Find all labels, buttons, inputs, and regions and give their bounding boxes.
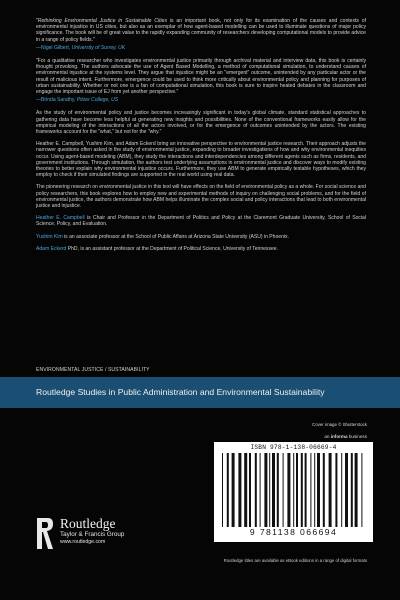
description-paragraph-1: As the study of environmental policy and justice becomes increasingly significant in today's global climate, standard statistical approaches to gathering data have become less helpful at generating new insights and possibilities. None of the conventional frameworks easily allow for the empirical modeling of the interactions of all the actors involved, or for the emergence of outcomes unintended by the actors. The existing frameworks account for the "what," but not for the "why." xyxy=(36,110,366,136)
ebook-footnote: Routledge titles are available as eBook editions in a range of digital formats xyxy=(223,558,367,563)
cover-image-credit: Cover image © Shutterstock xyxy=(312,422,367,427)
description-paragraph-2: Heather E. Campbell, Yushim Kim, and Adam Eckerd bring an innovative perspective to environmental justice research. Their approach adjusts the narrower questions often asked in the study of environmental justice, expanding to broader investigations of how and why environmental inequities occur. Using agent-based modeling (ABM), they study the interactions and interdependencies among different agents such as firms, residents, and government institutions. Through simulation, the authors test underlying assumptions in environmental justice and discover ways to modify existing theories to better explain why environmental injustice occurs. Furthermore, they use ABM to generate empirically testable hypotheses, which they employ to check if their simulated findings are supported in the real world using real data. xyxy=(36,141,366,179)
description-paragraph-3: The pioneering research on environmental justice in this text will have effects on the field of environmental policy as a whole. For social science and policy researchers, this book explores how to employ new and experimental methods of inquiry on challenging social problems, and for the field of environmental justice, the authors demonstrate how ABM helps illuminate the complex social and policy interactions that lead to both environmental justice and injustice. xyxy=(36,184,366,210)
author-bio-1: Heather E. Campbell is Chair and Professor in the Department of Politics and Policy at the Claremont Graduate University, School of Social Science, Policy, and Evaluation. xyxy=(36,215,366,228)
review-quote-2: "For a qualitative researcher who investigates environmental justice primarily through archival material and interview data, this book is certainly thought provoking. The authors advocate the use of Agent Based Modelling, a method of computational simulation, to understand causes of environmental injustice at the systems level. They argue that injustice might be an "emergent" outcome, unintended by any particular actor or the result of malicious intent. Furthermore, emergence could be used to think more critically about environmental policy and planning for purposes of urban sustainability. Whether or not one is a fan of computational simulation, this book is sure to inspire heated debates in the classroom and engage the important issue of EJ from yet another perspective." xyxy=(36,58,366,96)
author-bio-3: Adam Eckerd PhD, is an assistant professor at the Department of Political Science, University of Tennessee. xyxy=(36,245,278,252)
informa-business-tag: an informa business xyxy=(324,434,367,439)
author-bio-2: Yushim Kim is an associate professor at the School of Public Affairs at Arizona State University (ASU) in Phoenix. xyxy=(36,233,289,240)
publisher-name: Routledge xyxy=(60,516,116,531)
routledge-r-icon xyxy=(35,516,55,551)
series-title: Routledge Studies in Public Administration and Environmental Sustainability xyxy=(36,387,325,397)
review-attribution-1: —Nigel Gilbert, University of Surrey, UK xyxy=(36,44,126,51)
cover-text xyxy=(36,18,366,258)
series-banner xyxy=(0,377,400,408)
book-title: Rethinking Environmental Justice in Sustainable Cities xyxy=(37,18,167,24)
review-quote-1: "Rethinking Environmental Justice in Sustainable Cities is an important book, not only for its examination of the causes and contexts of environmental injustice in US cities, but also as an exemplar of how agent-based modelling can be used to illuminate questions of major policy significance. The book will be of great value to the rapidly expanding community of researchers developing computational models to provide advice in a range of policy fields." xyxy=(36,18,367,43)
barcode-panel xyxy=(214,442,373,542)
subject-category: ENVIRONMENTAL JUSTICE / SUSTAINABILITY xyxy=(36,367,150,373)
publisher-logo xyxy=(35,515,185,555)
barcode-icon xyxy=(220,453,367,527)
barcode-digits: 9 781138 066694 xyxy=(249,527,338,537)
isbn-number: ISBN 978-1-138-06669-4 xyxy=(250,444,337,451)
publisher-text xyxy=(60,517,124,546)
publisher-website: www.routledge.com xyxy=(60,539,106,545)
review-attribution-2: —Brinda Sarathy, Pitzer College, US xyxy=(36,97,119,104)
publisher-group: Taylor & Francis Group xyxy=(60,531,125,538)
